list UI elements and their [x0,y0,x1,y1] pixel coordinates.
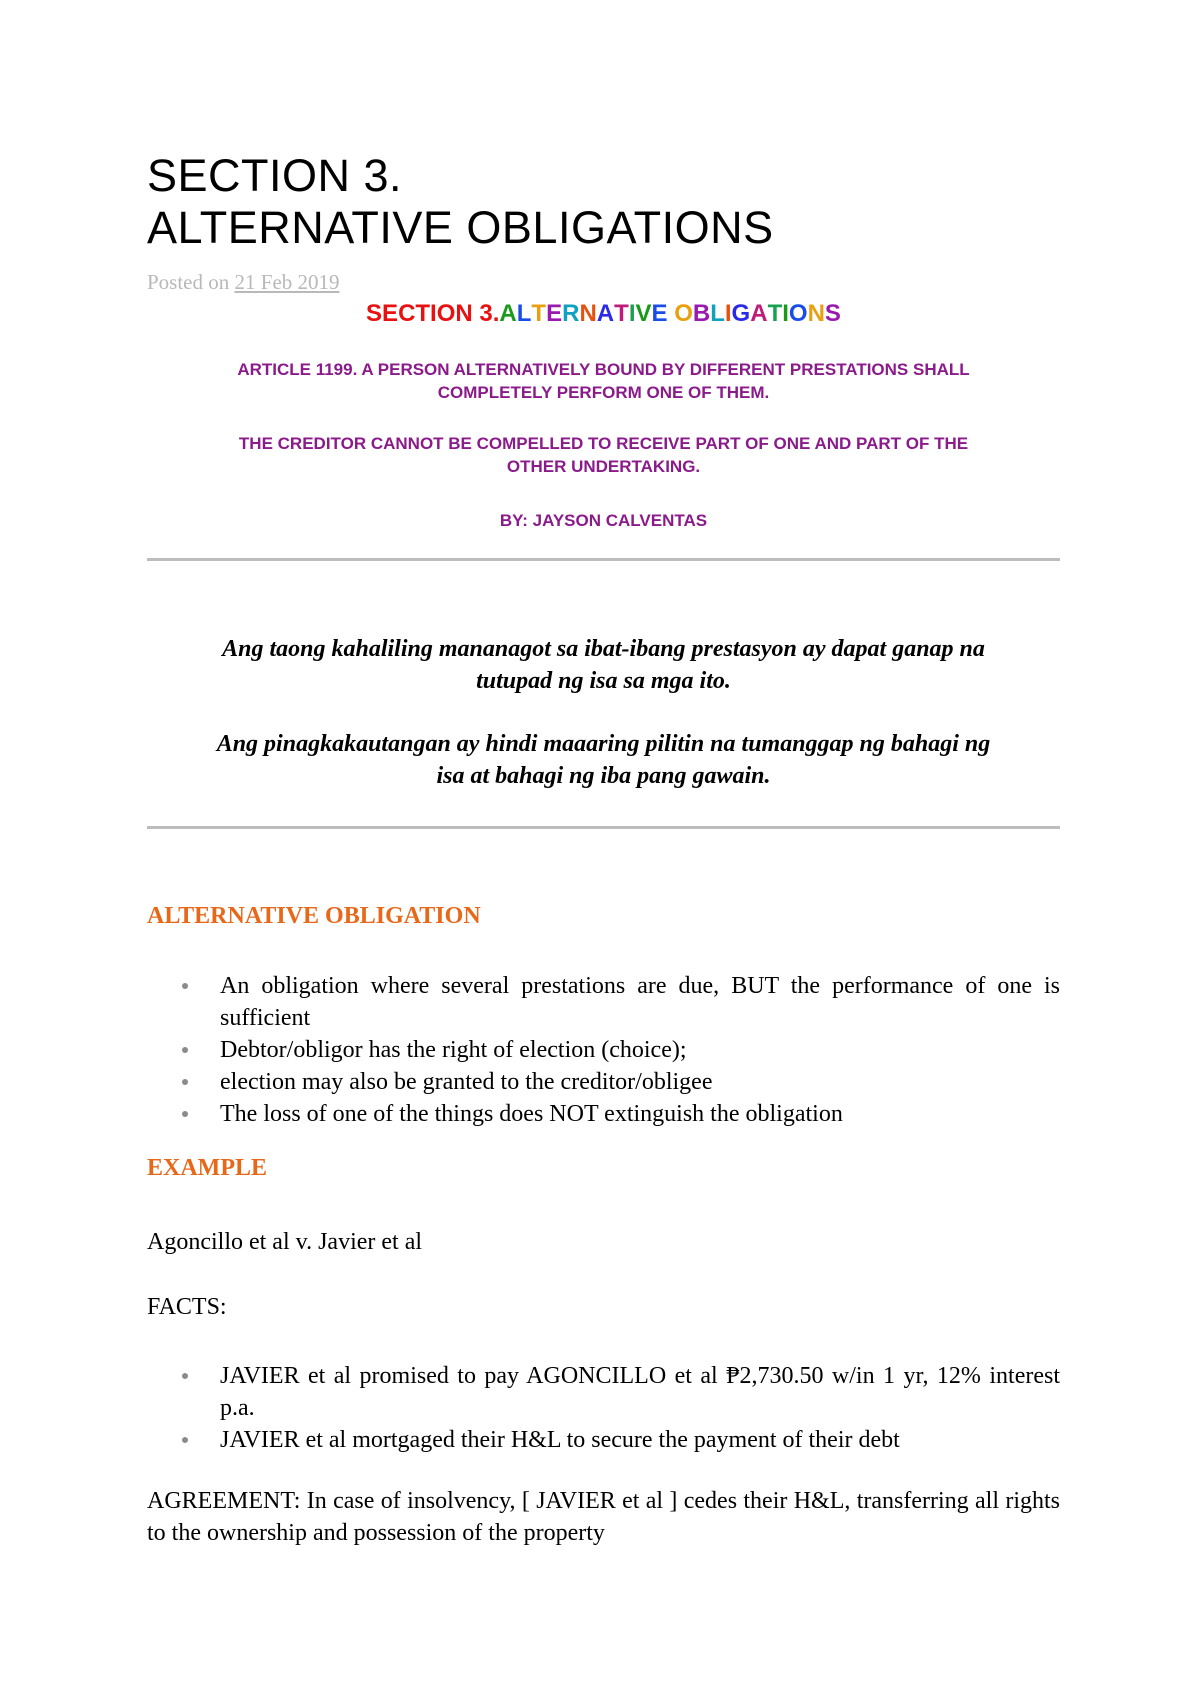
alternative-obligation-list [147,970,1060,1130]
facts-label: FACTS: [147,1294,227,1320]
banner-letter: I [724,300,732,327]
section-heading-alternative-obligation: ALTERNATIVE OBLIGATION [147,903,481,929]
posted-prefix: Posted on [147,270,230,294]
article-text-1 [147,358,1060,404]
tagalog-line-3: Ang pinagkakautangan ay hindi maaaring pilitin na tumanggap ng bahagi ng [216,731,991,757]
article-line-2: COMPLETELY PERFORM ONE OF THEM. [437,383,770,402]
banner-letter: O [788,300,808,327]
list-item [147,1066,1060,1098]
tagalog-line-1: Ang taong kahaliling mananagot sa ibat-ibang prestasyon ay dapat ganap na [222,636,985,662]
page-title [147,150,774,254]
banner-letter: G [731,300,751,327]
posted-date-link[interactable]: 21 Feb 2019 [234,270,340,294]
posted-meta [147,270,340,295]
bullet-icon [182,1047,188,1053]
title-line-1: SECTION 3. [147,150,403,201]
banner-letter: V [635,300,652,327]
list-item-text: Debtor/obligor has the right of election (choice); [220,1037,687,1063]
list-item [147,1034,1060,1066]
bullet-icon [182,1373,188,1379]
banner-letter: E [546,300,563,327]
banner-letter: R [562,300,580,327]
divider [147,558,1060,561]
banner-letter [668,300,675,328]
bullet-icon [182,983,188,989]
banner-letter: B [692,300,711,327]
banner-letter: L [710,300,725,327]
list-item [147,970,1060,1034]
divider [147,826,1060,829]
banner-letter: L [516,300,532,327]
facts-list [147,1360,1060,1456]
list-item [147,1098,1060,1130]
list-item-text: An obligation where several prestations are due, BUT the performance of one is sufficient [220,973,1060,1031]
tagalog-paragraph-2 [147,728,1060,792]
list-item-text: The loss of one of the things does NOT extinguish the obligation [220,1101,843,1127]
tagalog-paragraph-1 [147,633,1060,697]
list-item [147,1360,1060,1424]
banner-letter: I [782,300,789,327]
banner-letter: T [531,300,547,327]
banner-letter: E [651,300,668,327]
list-item-text: JAVIER et al mortgaged their H&L to secure the payment of their debt [220,1427,900,1453]
banner-letter: O [674,300,693,327]
banner-letter: N [579,300,597,327]
bullet-icon [182,1111,188,1117]
bullet-icon [182,1437,188,1443]
banner-letter: SECTION 3. [366,300,500,327]
tagalog-line-2: tutupad ng isa sa mga ito. [476,668,731,694]
bullet-icon [182,1079,188,1085]
banner-letter: T [614,300,629,327]
list-item-text: JAVIER et al promised to pay AGONCILLO et al ₱2,730.50 w/in 1 yr, 12% interest p.a. [220,1363,1060,1421]
byline: BY: JAYSON CALVENTAS [499,511,708,530]
list-item-text: election may also be granted to the creditor/obligee [220,1069,713,1095]
article-line-3: THE CREDITOR CANNOT BE COMPELLED TO RECEIVE PART OF ONE AND PART OF THE [238,434,969,453]
banner-letter: N [807,300,825,327]
agreement-paragraph: AGREEMENT: In case of insolvency, [ JAVIER et al ] cedes their H&L, transferring all rights to the ownership and possession of the property [147,1488,1060,1546]
banner-letter: A [750,300,768,327]
tagalog-line-4: isa at bahagi ng iba pang gawain. [436,763,771,789]
banner-letter: S [824,300,841,327]
banner-letter: T [767,300,783,327]
article-line-1: ARTICLE 1199. A PERSON ALTERNATIVELY BOUND BY DIFFERENT PRESTATIONS SHALL [237,360,970,379]
banner-letter: A [596,300,615,327]
case-name: Agoncillo et al v. Javier et al [147,1229,423,1255]
list-item [147,1424,1060,1456]
article-line-4: OTHER UNDERTAKING. [506,457,701,476]
title-line-2: ALTERNATIVE OBLIGATIONS [147,202,774,253]
banner-letter: A [499,300,517,327]
banner-letter: I [628,300,636,327]
article-text-2 [147,432,1060,478]
rainbow-banner-title [147,300,1060,328]
section-heading-example: EXAMPLE [147,1155,267,1181]
